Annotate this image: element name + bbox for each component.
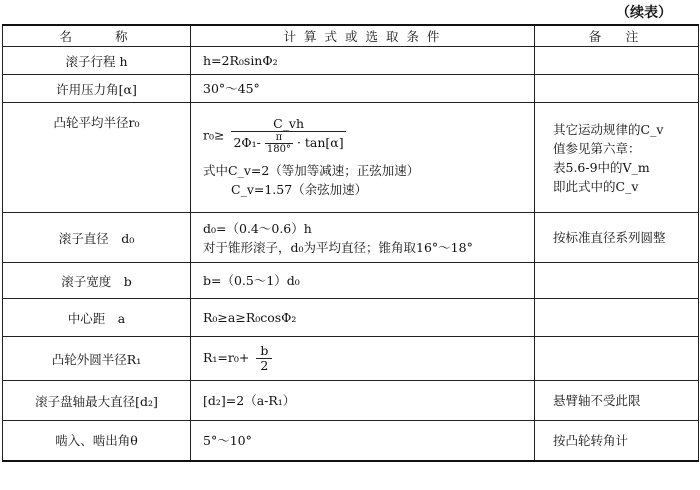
row-note: 按标准直径系列圆整: [535, 213, 699, 263]
continued-label: （续表）: [616, 5, 672, 21]
row-formula: h=2R₀sinΦ₂: [191, 47, 535, 75]
table-row: [3, 337, 699, 381]
row-name: 滚子宽度 b: [3, 263, 191, 299]
row-formula: d₀=（0.4～0.6）h 对于锥形滚子，d₀为平均直径；锥角取16°～18°: [191, 213, 535, 263]
row-name: 滚子直径 d₀: [3, 213, 191, 263]
row-note: [535, 75, 699, 103]
table-row: [3, 263, 699, 299]
row-formula: r₀≥ C_vh 2Φ₁- $\frac{\pi}{180^\circ}$ · tan[α] 式中C_v=2（等加等减速；正弦加速） C_v=1.57（余弦加速）: [191, 103, 535, 213]
fraction: $\frac{b}{2}$: [256, 344, 272, 373]
row-note: [535, 47, 699, 75]
table-row: [3, 421, 699, 461]
row-name: 滚子盘轴最大直径[d₂]: [3, 381, 191, 421]
row-name: 凸轮平均半径r₀: [3, 103, 191, 213]
table-row: [3, 47, 699, 75]
row-name: 滚子行程 h: [3, 47, 191, 75]
table-row: [3, 381, 699, 421]
header-name: 名 称: [3, 25, 191, 47]
row-note: 按凸轮转角计: [535, 421, 699, 461]
header-formula: 计 算 式 或 选 取 条 件: [191, 25, 535, 47]
row-formula: 5°～10°: [191, 421, 535, 461]
header-note: 备 注: [535, 25, 699, 47]
row-note: [535, 263, 699, 299]
row-formula: R₀≥a≥R₀cosΦ₂: [191, 299, 535, 337]
radius-formula: r₀≥ C_vh 2Φ₁- $\frac{\pi}{180^\circ}$ · tan[α]: [203, 115, 344, 155]
row-name: 中心距 a: [3, 299, 191, 337]
row-name: 凸轮外圆半径R₁: [3, 337, 191, 381]
row-formula: R₁=r₀+ $\frac{b}{2}$: [191, 337, 535, 381]
row-name: 许用压力角[α]: [3, 75, 191, 103]
row-formula: [d₂]=2（a-R₁）: [191, 381, 535, 421]
row-formula: b=（0.5～1）d₀: [191, 263, 535, 299]
header-row: [3, 25, 699, 47]
fraction: C_vh 2Φ₁- $\frac{\pi}{180^\circ}$ · tan[α]: [233, 115, 344, 155]
row-formula: 30°～45°: [191, 75, 535, 103]
row-note: [535, 299, 699, 337]
parameter-table: [2, 24, 699, 462]
table-row: [3, 213, 699, 263]
row-note: 其它运动规律的C_v 值参见第六章： 表5.6-9中的V_m 即此式中的C_v: [535, 103, 699, 213]
table-row: [3, 75, 699, 103]
row-note: 悬臂轴不受此限: [535, 381, 699, 421]
row-note: [535, 337, 699, 381]
table-row: [3, 299, 699, 337]
table-row: [3, 103, 699, 213]
row-name: 啮入、啮出角θ: [3, 421, 191, 461]
